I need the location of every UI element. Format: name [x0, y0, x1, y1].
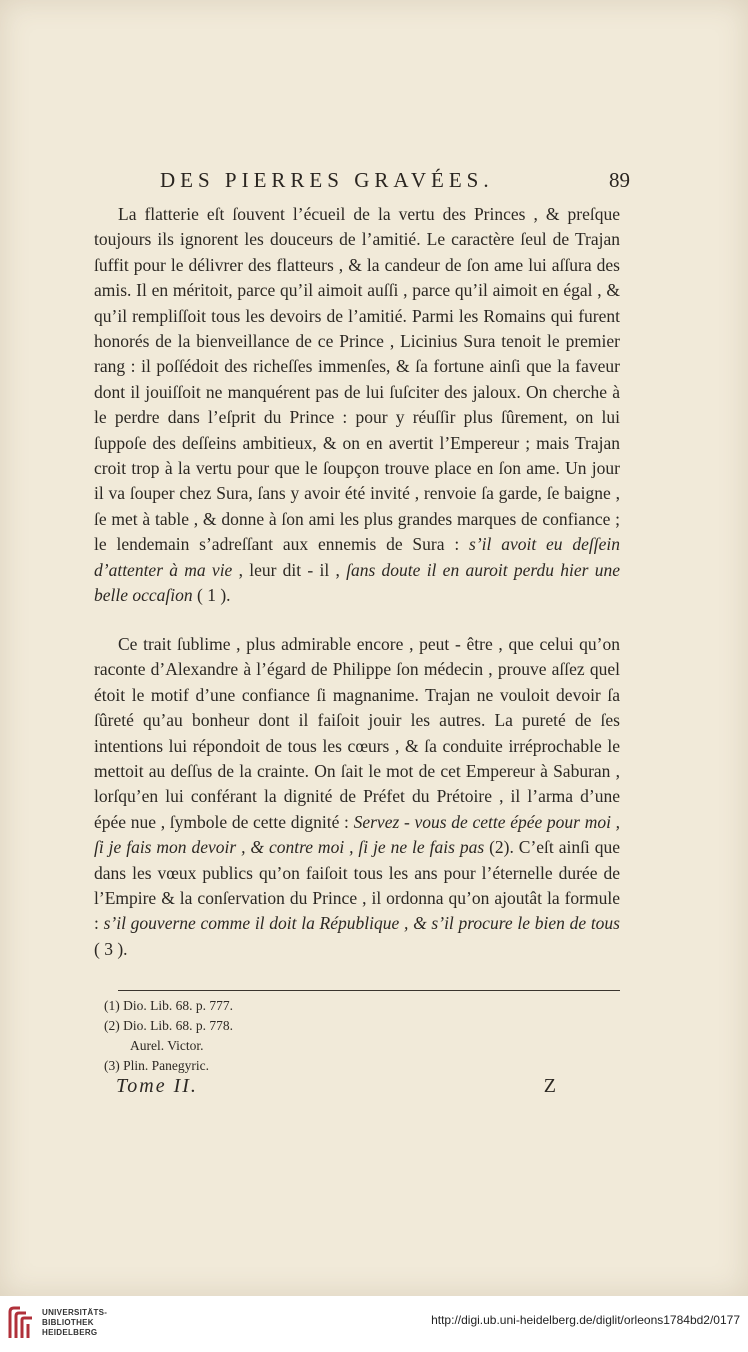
logo-line: BIBLIOTHEK: [42, 1318, 94, 1327]
text-run: ( 3 ).: [94, 938, 128, 959]
running-head: [160, 168, 630, 194]
text-run: , leur dit - il ,: [232, 559, 347, 580]
logo-line: HEIDELBERG: [42, 1328, 98, 1337]
signature-line: [116, 1075, 556, 1103]
footnotes: [104, 996, 404, 1076]
library-logo-icon: [6, 1304, 36, 1342]
text-run: Ce trait ſublime , plus admirable encore , peut - être , que celui qu’on raconte d’Alexandre à l’égard de Philippe ſon médecin , prouve aſſez quel étoit le motif d’une confiance ſi magnanime. Trajan ne vouloit devoir ſa ſûreté qu’au bonheur dont il faiſoit jouir les autres. La pureté de ſes intentions lui répondoit de tous les cœurs , & ſa conduite irréprochable le mettoit au deſſus de la crainte. On ſait le mot de cet Empereur à Saburan , lorſqu’en lui conférant la dignité de Préfet du Prétoire , il l’arma d’une épée nue , ſymbole de cette dignité :: [94, 634, 620, 832]
text-run-italic: ſans doute il en auroit perdu hier une belle occaſion: [94, 559, 620, 606]
source-url-link[interactable]: http://digi.ub.uni-heidelberg.de/diglit/orleons1784bd2/0177: [431, 1313, 740, 1327]
logo-line: UNIVERSITÄTS-: [42, 1308, 108, 1317]
text-run-italic: s’il gouverne comme il doit la République , & s’il procure le bien de tous: [103, 913, 620, 934]
footnote-1: (1) Dio. Lib. 68. p. 777.: [104, 998, 233, 1013]
text-run: La flatterie eſt ſouvent l’écueil de la vertu des Princes , & preſque toujours ils ignorent les douceurs de l’amitié. Le caractère ſeul de Trajan ſuffit pour le délivrer des flatteurs , & la candeur de ſon ame lui aſſura des amis. Il en méritoit, parce qu’il aimoit auſſi , parce qu’il aimoit en égal , & qu’il rempliſſoit tous les devoirs de l’amitié. Parmi les Romains qui furent honorés de la bienveillance de ce Prince , Licinius Sura tenoit le premier rang : il poſſédoit des richeſſes immenſes, & ſa fortune ainſi que la faveur dont il jouiſſoit ne manquérent pas de lui ſuſciter des jaloux. On cherche à le perdre dans l’eſprit du Prince : pour y réuſſir plus ſûrement, on lui ſuppoſe des deſſeins ambitieux, & on en avertit l’Empereur ; mais Trajan croit trop à la vertu pour que le ſoupçon trouve place en ſon ame. Un jour il va ſouper chez Sura, ſans y avoir été invité , renvoie ſa garde, ſe baigne , ſe met à table , & donne à ſon ami les plus grandes marques de confiance ; le lendemain s’adreſſant aux ennemis de Sura :: [94, 204, 620, 555]
footnote-rule: [118, 990, 620, 991]
footnote-2: (2) Dio. Lib. 68. p. 778.: [104, 1018, 233, 1033]
paragraph-2: [94, 632, 620, 962]
library-footer: [0, 1296, 748, 1352]
text-run-italic: Servez - vous de cette épée pour moi , ſi je fais mon devoir , & contre moi , ſi je ne le fais pas: [94, 811, 621, 858]
running-title: DES PIERRES GRAVÉES.: [160, 168, 494, 192]
tome-label: Tome II.: [116, 1075, 198, 1097]
library-logo-text: [42, 1308, 107, 1338]
text-run-italic: s’il avoit eu deſſein d’attenter à ma vie: [94, 534, 620, 580]
paragraph-1: [94, 202, 620, 609]
footnote-2-cont: Aurel. Victor.: [130, 1038, 204, 1053]
gathering-signature: Z: [543, 1075, 556, 1097]
text-run: ( 1 ).: [192, 585, 231, 606]
page-number: 89: [609, 168, 630, 192]
footnote-3: (3) Plin. Panegyric.: [104, 1058, 209, 1073]
text-run: (2). C’eſt ainſi que dans les vœux publics qu’on faiſoit tous les ans pour l’éternelle durée de l’Empire & la conſervation du Prince , il ordonna qu’on ajoutât la formule :: [94, 837, 620, 934]
